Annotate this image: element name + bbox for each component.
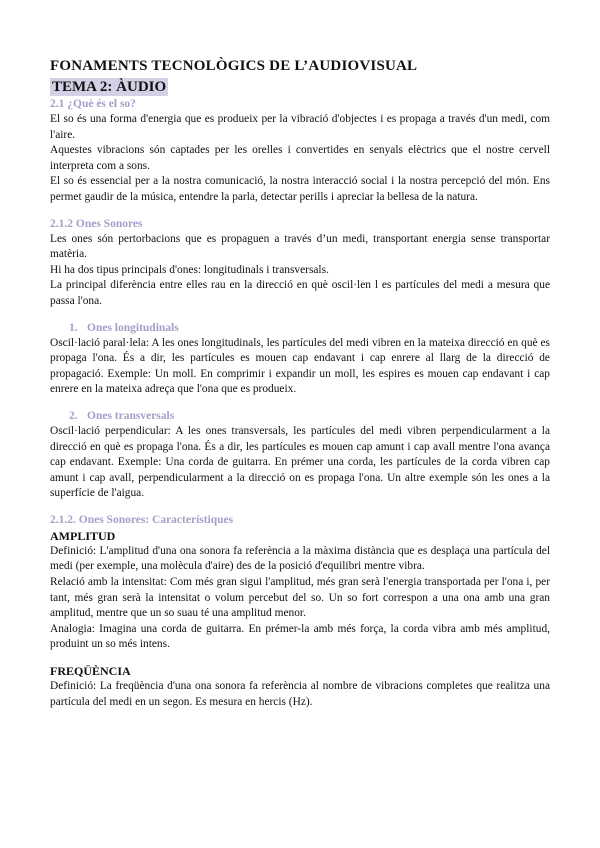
topic-heading: TEMA 2: ÀUDIO xyxy=(52,79,167,95)
list-number: 2. xyxy=(69,409,78,422)
paragraph: Analogia: Imagina una corda de guitarra. En prémer-la amb més força, la corda vibra amb més amplitud, produint un so més intens. xyxy=(50,622,550,651)
subsection-title: AMPLITUD xyxy=(50,528,116,543)
paragraph: Les ones són pertorbacions que es propaguen a través d’un medi, transportant energia sense transportar matèria. xyxy=(50,232,550,261)
list-item-title: Ones longitudinals xyxy=(87,321,179,334)
subsection-title: FREQÜÈNCIA xyxy=(50,664,131,679)
section-heading: 2.1.2. Ones Sonores: Característiques xyxy=(50,513,234,526)
paragraph: El so és essencial per a la nostra comunicació, la nostra interacció social i la nostra percepció del món. Ens permet gaudir de la música, entendre la parla, detectar perills i apreciar la bellesa de la natura. xyxy=(50,175,550,203)
paragraph: Oscil·lació perpendicular: A les ones transversals, les partícules del medi vibren perpendicularment a la direcció en què es propaga l'ona. És a dir, les partícules es mouen cap amunt i cap avall mentre l'ona avança cap endavant. Exemple: Una corda de guitarra. En prémer una corda, les partícules de la corda vibren cap amunt i cap avall, perpendicularment a la direcció on es propaga l'ona. Un altre exemple són les ones a la superfície de l'aigua. xyxy=(50,424,550,500)
list-item-heading xyxy=(50,320,550,336)
list-item-heading xyxy=(50,408,550,424)
section-heading: 2.1 ¿Què és el so? xyxy=(50,98,136,110)
document-page xyxy=(50,57,550,710)
paragraph: Oscil·lació paral·lela: A les ones longitudinals, les partícules del medi vibren en la mateixa direcció en què es propaga l'ona. És a dir, les partícules es mouen cap endavant i cap enrere al llarg de la direcció de propagació. Exemple: Un moll. En comprimir i expandir un moll, les espires es mouen cap endavant i cap enrere en la mateixa adreça que l'ona que es produeix. xyxy=(50,336,550,396)
paragraph: El so és una forma d'energia que es produeix per la vibració d'objectes i es propaga a través d'un medi, com l'aire. xyxy=(50,113,550,141)
paragraph: Definició: L'amplitud d'una ona sonora fa referència a la màxima distància que es desplaça una partícula del medi (per exemple, una molècula d'aire) des de la posició d'equilibri mentre vibra. xyxy=(50,544,550,573)
list-item-title: Ones transversals xyxy=(87,409,175,422)
list-number: 1. xyxy=(69,321,78,334)
paragraph: Hi ha dos tipus principals d'ones: longitudinals i transversals. xyxy=(50,263,329,276)
paragraph: Aquestes vibracions són captades per les orelles i convertides en senyals elèctrics que el nostre cervell interpreta com a sons. xyxy=(50,144,550,172)
paragraph: Definició: La freqüència d'una ona sonora fa referència al nombre de vibracions completes que realitza una partícula del medi en un segon. Es mesura en hercis (Hz). xyxy=(50,680,550,708)
paragraph: Relació amb la intensitat: Com més gran sigui l'amplitud, més gran serà l'energia transportada per l'ona i, per tant, més gran serà la intensitat o volum percebut del so. Un so fort correspon a una ona amb una gran amplitud, mentre que un so suau té una amplitud menor. xyxy=(50,576,550,620)
section-heading: 2.1.2 Ones Sonores xyxy=(50,217,143,230)
document-title: FONAMENTS TECNOLÒGICS DE L’AUDIOVISUAL xyxy=(50,58,418,74)
paragraph: La principal diferència entre elles rau en la direcció en què oscil·len l es partícules del medi a mesura que passa l'ona. xyxy=(50,279,550,307)
